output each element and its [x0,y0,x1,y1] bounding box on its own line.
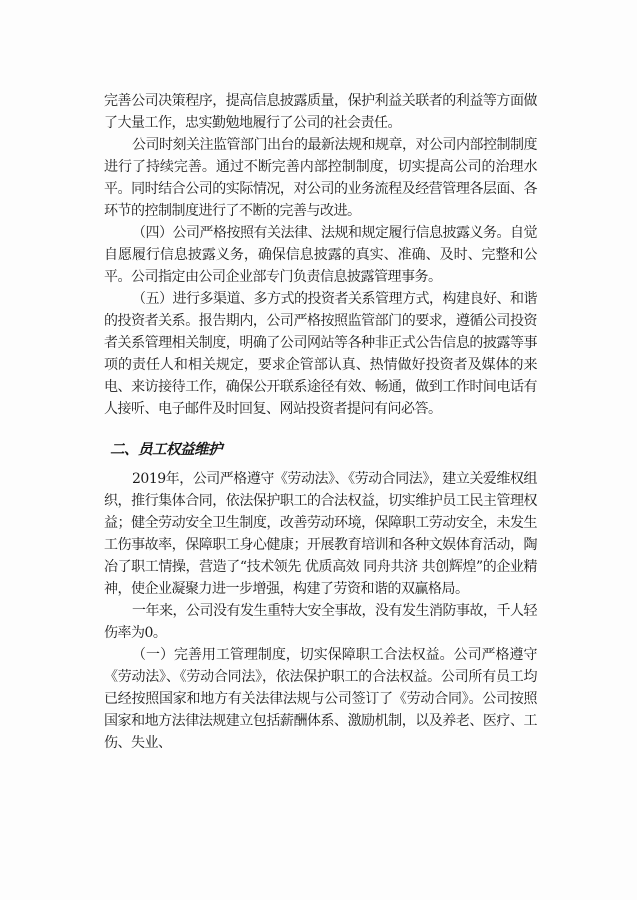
paragraph-item-5-investor-relations: （五）进行多渠道、多方式的投资者关系管理方式，构建良好、和谐的投资者关系。报告期内，公司严格按照监管部门的要求，遵循公司投资者关系管理相关制度，明确了公司网站等各种非正式公告信息的披露等事项的责任人和相关规定，要求企管部认真、热情做好投资者及媒体的来电、来访接待工作，确保公开联系途径有效、畅通，做到工作时间电话有人接听、电子邮件及时回复、网站投资者提问有问必答。 [104,291,537,417]
paragraph-internal-control: 公司时刻关注监管部门出台的最新法规和规章，对公司内部控制制度进行了持续完善。通过不断完善内部控制制度，切实提高公司的治理水平。同时结合公司的实际情况，对公司的业务流程及经营管理各层面、各环节的控制制度进行了不断的完善与改进。 [104,137,537,219]
document-text-block [104,90,537,754]
section-heading-employee-rights: 二、员工权益维护 [110,441,222,458]
paragraph-social-responsibility: 完善公司决策程序，提高信息披露质量，保护利益关联者的利益等方面做了大量工作，忠实勤勉地履行了公司的社会责任。 [104,93,537,131]
paragraph-2019-labor-law-compliance: 2019年，公司严格遵守《劳动法》、《劳动合同法》，建立关爱维权组织，推行集体合同，依法保护职工的合法权益，切实维护员工民主管理权益；健全劳动安全卫生制度，改善劳动环境，保障职工劳动安全，未发生工伤事故率，保障职工身心健康；开展教育培训和各种文娱体育活动，陶冶了职工情操，营造了“技术领先 优质高效 同舟共济 共创辉煌”的企业精神，使企业凝聚力进一步增强，构建了劳资和谐的双赢格局。 [104,471,537,597]
paragraph-item-1-employment-management: （一）完善用工管理制度，切实保障职工合法权益。公司严格遵守《劳动法》、《劳动合同法》，依法保护职工的合法权益。公司所有员工均已经按照国家和地方有关法律法规与公司签订了《劳动合同》。公司按照国家和地方法律法规建立包括薪酬体系、激励机制，以及养老、医疗、工伤、失业、 [104,647,537,751]
paragraph-safety-record: 一年来，公司没有发生重特大安全事故，没有发生消防事故，千人轻伤率为0。 [104,603,537,641]
paragraph-item-4-information-disclosure: （四）公司严格按照有关法律、法规和规定履行信息披露义务。自觉自愿履行信息披露义务，确保信息披露的真实、准确、及时、完整和公平。公司指定由公司企业部专门负责信息披露管理事务。 [104,225,537,285]
